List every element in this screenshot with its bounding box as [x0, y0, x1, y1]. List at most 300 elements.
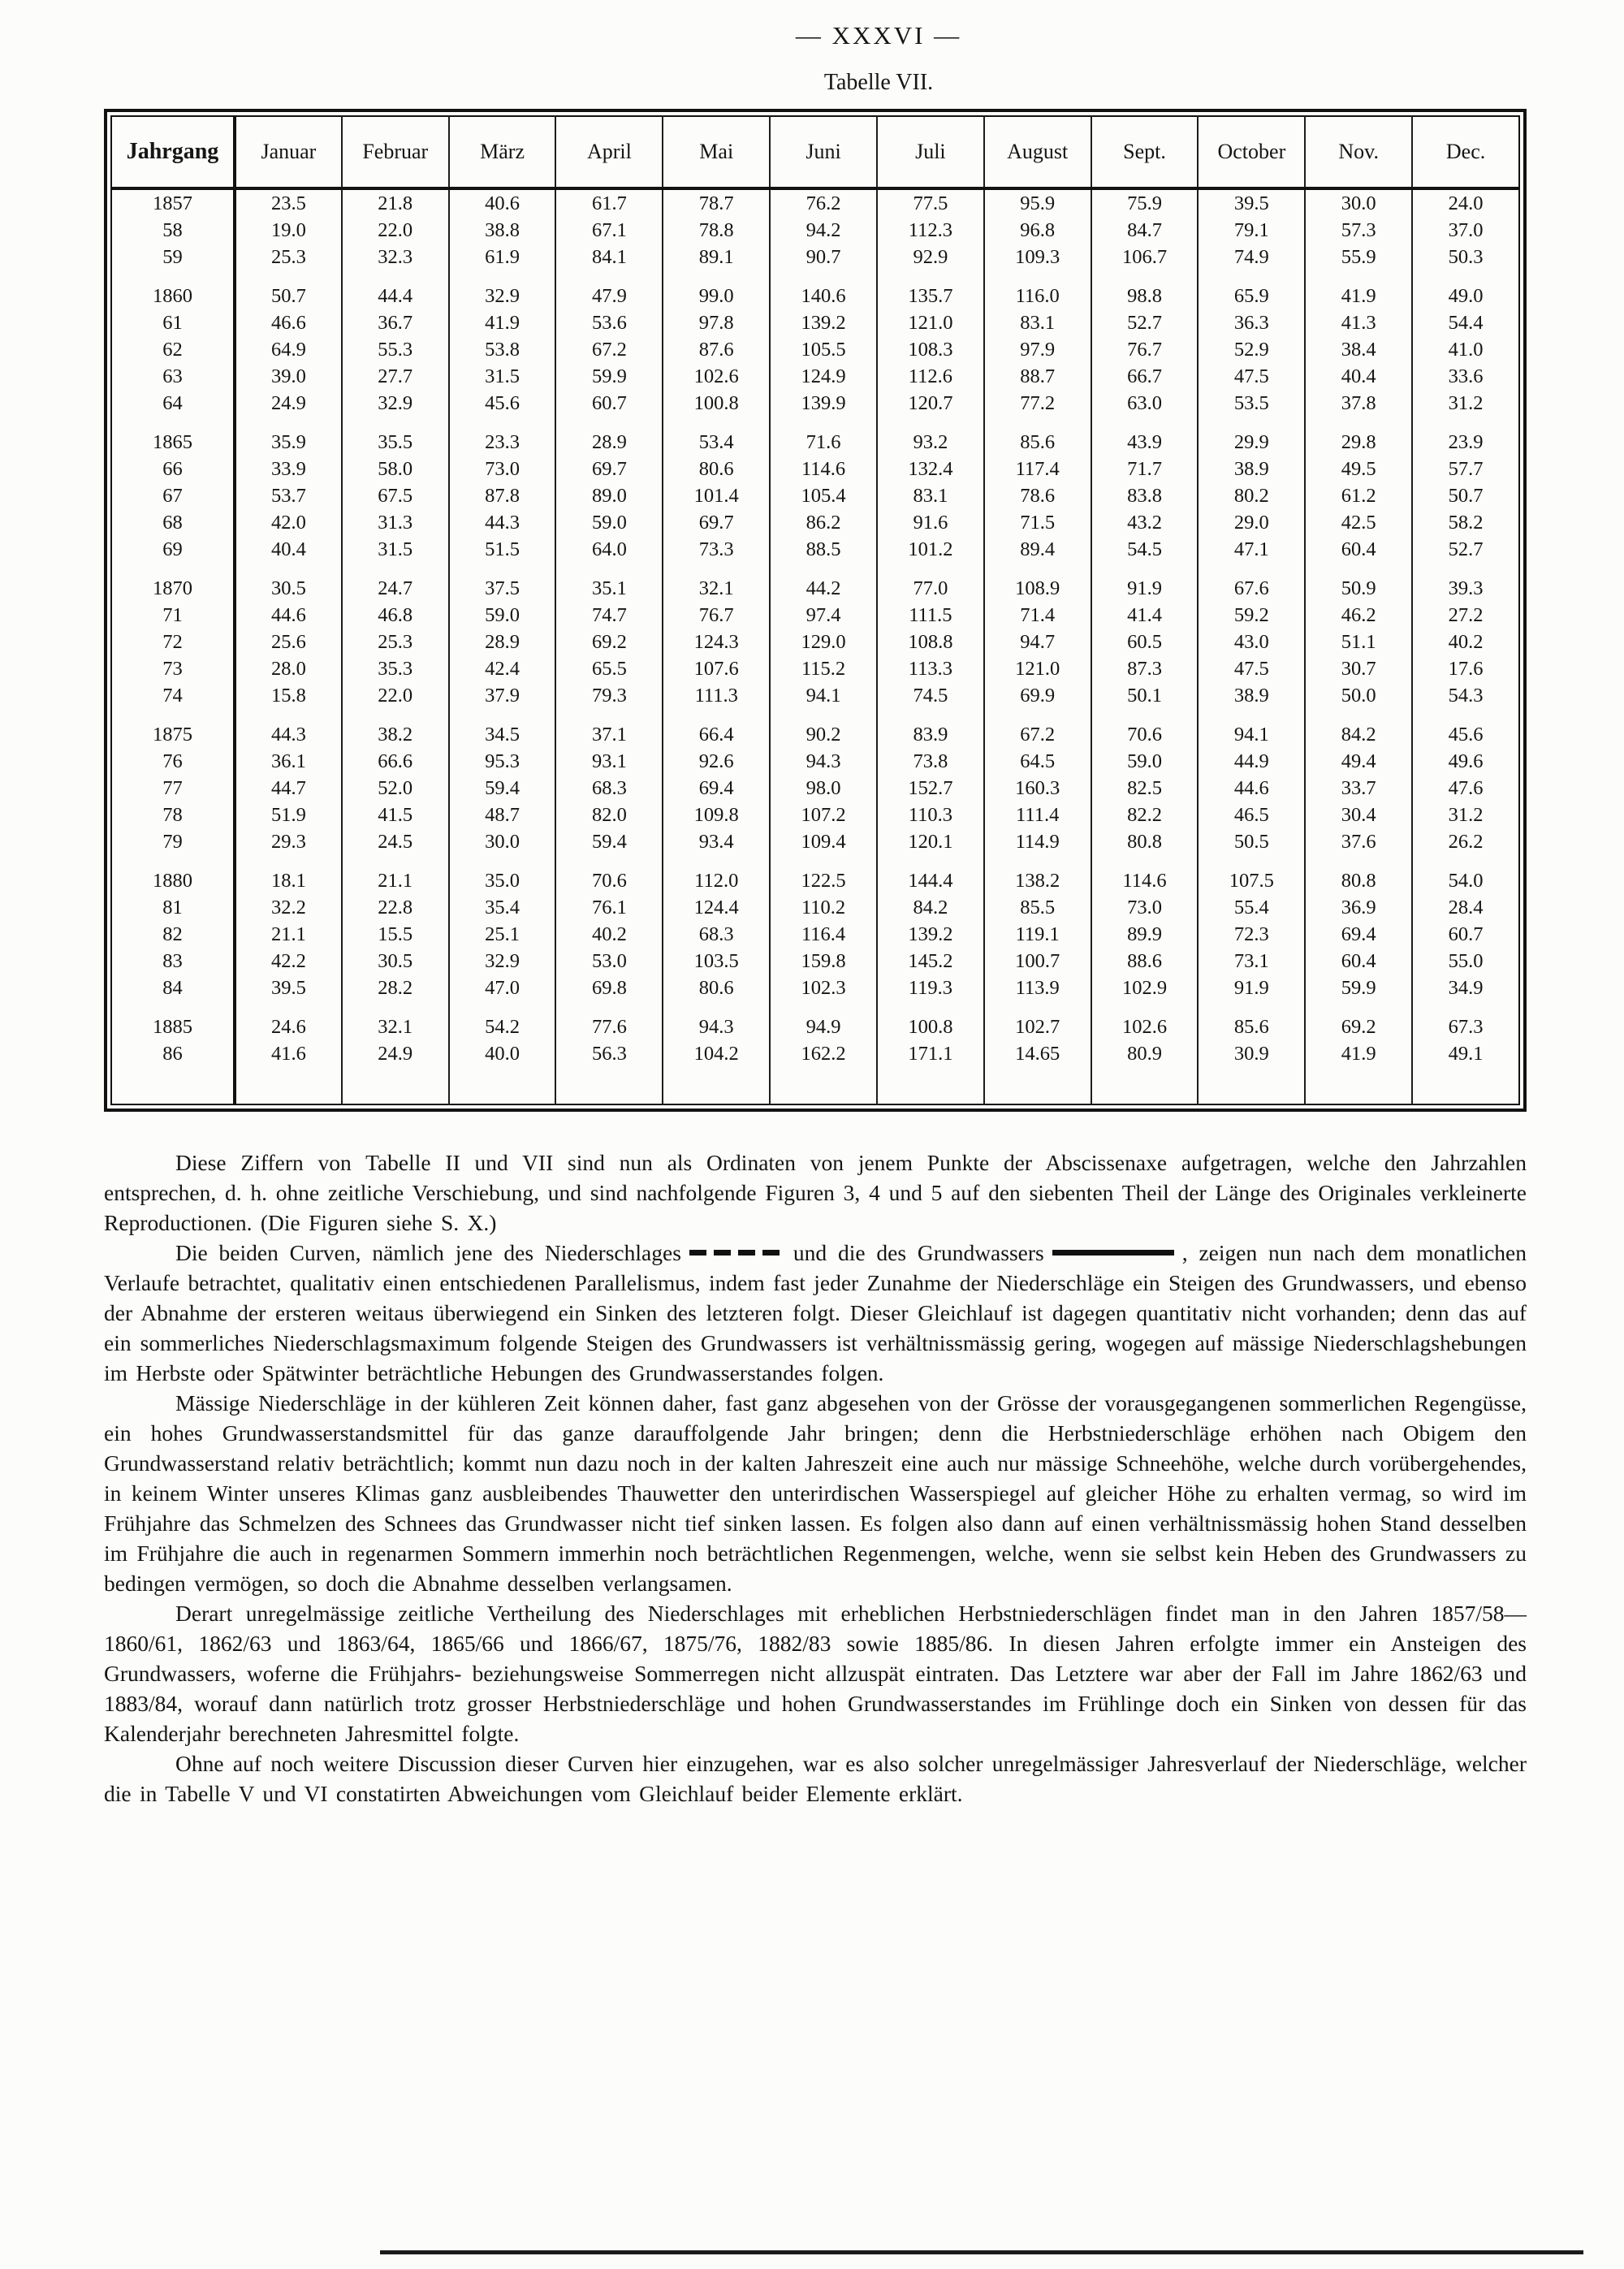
value-cell: 44.6	[235, 602, 342, 629]
value-cell: 139.2	[770, 309, 877, 336]
value-cell: 97.8	[663, 309, 770, 336]
year-cell: 78	[111, 802, 235, 828]
column-header-januar: Januar	[235, 116, 342, 188]
group-spacer-row	[111, 709, 1519, 721]
value-cell: 39.5	[1198, 188, 1305, 217]
value-cell: 89.4	[984, 536, 1091, 563]
value-cell: 52.9	[1198, 336, 1305, 363]
year-cell: 1885	[111, 1013, 235, 1040]
value-cell: 70.6	[1091, 721, 1199, 748]
value-cell: 35.3	[342, 655, 449, 682]
value-cell: 64.9	[235, 336, 342, 363]
value-cell: 86.2	[770, 509, 877, 536]
table-row	[111, 283, 1519, 309]
value-cell: 60.4	[1305, 948, 1412, 975]
paragraph-4: Derart unregelmässige zeitliche Vertheilung des Niederschlages mit erheblichen Herbstniederschlägen findet man in den Jahren 1857/58—1860/61, 1862/63 und 1863/64, 1865/66 und 1866/67, 1875/76, 1882/83 sowie 1885/86. In diesen Jahren erfolgte immer ein Ansteigen des Grundwassers, woferne die Frühjahrs- beziehungsweise Sommerregen nicht allzuspät eintraten. Das Letztere war aber der Fall im Jahre 1862/63 und 1883/84, worauf dann natürlich trotz grosser Herbstniederschläge und hohen Grundwasserstandes im Frühlinge doch ein Sinken von dessen für das Kalenderjahr berechneten Jahresmittel folgte.	[104, 1601, 1527, 1746]
value-cell: 24.5	[342, 828, 449, 855]
value-cell: 50.7	[235, 283, 342, 309]
value-cell: 92.9	[877, 244, 984, 270]
value-cell: 22.0	[342, 682, 449, 709]
value-cell: 69.2	[555, 629, 663, 655]
value-cell: 28.0	[235, 655, 342, 682]
value-cell: 140.6	[770, 283, 877, 309]
value-cell: 108.9	[984, 575, 1091, 602]
table-row	[111, 1040, 1519, 1067]
value-cell: 69.2	[1305, 1013, 1412, 1040]
value-cell: 124.3	[663, 629, 770, 655]
value-cell: 61.7	[555, 188, 663, 217]
value-cell: 85.6	[1198, 1013, 1305, 1040]
value-cell: 31.2	[1412, 390, 1519, 417]
value-cell: 104.2	[663, 1040, 770, 1067]
value-cell: 88.7	[984, 363, 1091, 390]
year-cell: 83	[111, 948, 235, 975]
value-cell: 76.2	[770, 188, 877, 217]
value-cell: 109.4	[770, 828, 877, 855]
table-row	[111, 336, 1519, 363]
value-cell: 80.8	[1091, 828, 1199, 855]
value-cell: 41.9	[1305, 283, 1412, 309]
value-cell: 145.2	[877, 948, 984, 975]
value-cell: 107.2	[770, 802, 877, 828]
value-cell: 101.2	[877, 536, 984, 563]
value-cell: 66.6	[342, 748, 449, 775]
value-cell: 84.1	[555, 244, 663, 270]
value-cell: 83.9	[877, 721, 984, 748]
value-cell: 42.5	[1305, 509, 1412, 536]
value-cell: 71.6	[770, 429, 877, 456]
value-cell: 119.3	[877, 975, 984, 1001]
value-cell: 15.8	[235, 682, 342, 709]
table-row	[111, 802, 1519, 828]
value-cell: 44.9	[1198, 748, 1305, 775]
value-cell: 69.7	[555, 456, 663, 482]
value-cell: 69.4	[1305, 921, 1412, 948]
value-cell: 30.7	[1305, 655, 1412, 682]
year-cell: 64	[111, 390, 235, 417]
value-cell: 30.9	[1198, 1040, 1305, 1067]
value-cell: 87.3	[1091, 655, 1199, 682]
value-cell: 51.9	[235, 802, 342, 828]
niederschlag-dashed-line-sample	[689, 1250, 785, 1256]
value-cell: 36.3	[1198, 309, 1305, 336]
value-cell: 94.2	[770, 217, 877, 244]
value-cell: 61.2	[1305, 482, 1412, 509]
value-cell: 112.0	[663, 867, 770, 894]
value-cell: 114.9	[984, 828, 1091, 855]
value-cell: 89.0	[555, 482, 663, 509]
value-cell: 26.2	[1412, 828, 1519, 855]
value-cell: 79.1	[1198, 217, 1305, 244]
value-cell: 60.7	[555, 390, 663, 417]
table-row	[111, 536, 1519, 563]
value-cell: 50.3	[1412, 244, 1519, 270]
value-cell: 73.1	[1198, 948, 1305, 975]
value-cell: 87.8	[449, 482, 556, 509]
value-cell: 66.7	[1091, 363, 1199, 390]
value-cell: 55.0	[1412, 948, 1519, 975]
value-cell: 42.4	[449, 655, 556, 682]
value-cell: 55.3	[342, 336, 449, 363]
value-cell: 115.2	[770, 655, 877, 682]
value-cell: 121.0	[877, 309, 984, 336]
value-cell: 59.4	[449, 775, 556, 802]
value-cell: 69.8	[555, 975, 663, 1001]
value-cell: 37.6	[1305, 828, 1412, 855]
value-cell: 80.2	[1198, 482, 1305, 509]
value-cell: 27.7	[342, 363, 449, 390]
value-cell: 112.6	[877, 363, 984, 390]
value-cell: 44.3	[235, 721, 342, 748]
value-cell: 77.2	[984, 390, 1091, 417]
value-cell: 83.1	[877, 482, 984, 509]
value-cell: 98.8	[1091, 283, 1199, 309]
value-cell: 106.7	[1091, 244, 1199, 270]
column-header-jahrgang: Jahrgang	[111, 116, 235, 188]
value-cell: 102.3	[770, 975, 877, 1001]
value-cell: 95.9	[984, 188, 1091, 217]
table-row	[111, 1013, 1519, 1040]
value-cell: 41.3	[1305, 309, 1412, 336]
value-cell: 114.6	[770, 456, 877, 482]
value-cell: 36.1	[235, 748, 342, 775]
value-cell: 42.2	[235, 948, 342, 975]
value-cell: 41.0	[1412, 336, 1519, 363]
value-cell: 36.9	[1305, 894, 1412, 921]
value-cell: 57.7	[1412, 456, 1519, 482]
value-cell: 119.1	[984, 921, 1091, 948]
data-table	[110, 115, 1520, 1105]
value-cell: 37.0	[1412, 217, 1519, 244]
value-cell: 76.1	[555, 894, 663, 921]
value-cell: 78.7	[663, 188, 770, 217]
column-header-dec: Dec.	[1412, 116, 1519, 188]
value-cell: 34.5	[449, 721, 556, 748]
value-cell: 24.7	[342, 575, 449, 602]
paragraph-2	[104, 1238, 1527, 1388]
value-cell: 67.2	[555, 336, 663, 363]
value-cell: 59.4	[555, 828, 663, 855]
value-cell: 46.6	[235, 309, 342, 336]
page-content	[104, 21, 1527, 1809]
value-cell: 135.7	[877, 283, 984, 309]
value-cell: 74.9	[1198, 244, 1305, 270]
value-cell: 132.4	[877, 456, 984, 482]
table-row	[111, 655, 1519, 682]
value-cell: 55.9	[1305, 244, 1412, 270]
value-cell: 80.9	[1091, 1040, 1199, 1067]
value-cell: 40.6	[449, 188, 556, 217]
year-cell: 73	[111, 655, 235, 682]
value-cell: 30.5	[235, 575, 342, 602]
value-cell: 50.1	[1091, 682, 1199, 709]
value-cell: 139.9	[770, 390, 877, 417]
value-cell: 49.1	[1412, 1040, 1519, 1067]
year-cell: 63	[111, 363, 235, 390]
table-row	[111, 309, 1519, 336]
value-cell: 60.5	[1091, 629, 1199, 655]
group-spacer-row	[111, 563, 1519, 575]
value-cell: 21.1	[235, 921, 342, 948]
paragraph-2-text-mid: und die des Grundwassers	[793, 1240, 1044, 1265]
value-cell: 57.3	[1305, 217, 1412, 244]
table-row	[111, 629, 1519, 655]
value-cell: 100.8	[877, 1013, 984, 1040]
value-cell: 50.7	[1412, 482, 1519, 509]
value-cell: 74.5	[877, 682, 984, 709]
value-cell: 32.1	[342, 1013, 449, 1040]
value-cell: 56.3	[555, 1040, 663, 1067]
value-cell: 59.9	[1305, 975, 1412, 1001]
value-cell: 80.6	[663, 975, 770, 1001]
value-cell: 53.4	[663, 429, 770, 456]
value-cell: 49.4	[1305, 748, 1412, 775]
value-cell: 28.9	[449, 629, 556, 655]
value-cell: 59.2	[1198, 602, 1305, 629]
year-cell: 1880	[111, 867, 235, 894]
value-cell: 23.3	[449, 429, 556, 456]
value-cell: 45.6	[1412, 721, 1519, 748]
value-cell: 35.0	[449, 867, 556, 894]
value-cell: 31.5	[449, 363, 556, 390]
value-cell: 50.0	[1305, 682, 1412, 709]
value-cell: 39.5	[235, 975, 342, 1001]
body-text	[104, 1147, 1527, 1809]
year-cell: 67	[111, 482, 235, 509]
value-cell: 40.4	[1305, 363, 1412, 390]
value-cell: 32.3	[342, 244, 449, 270]
value-cell: 37.5	[449, 575, 556, 602]
value-cell: 68.3	[663, 921, 770, 948]
value-cell: 35.4	[449, 894, 556, 921]
paragraph-2-text-after: , zeigen nun nach dem monatlichen Verlaufe betrachtet, qualitativ einen entschiedenen Parallelismus, indem fast jeder Zunahme der Niederschläge ein Steigen des Grundwassers, und ebenso der Abnahme der ersteren weitaus überwiegend ein Sinken des letzteren folgt. Dieser Gleichlauf ist dagegen quantitativ nicht vorhanden; denn das auf ein sommerliches Niederschlagsmaximum folgende Steigen des Grundwassers ist verhältnissmässig gering, wogegen auf mässige Niederschlagshebungen im Herbste oder Spätwinter beträchtliche Hebungen des Grundwasserstandes folgen.	[104, 1240, 1527, 1385]
value-cell: 43.0	[1198, 629, 1305, 655]
value-cell: 113.9	[984, 975, 1091, 1001]
value-cell: 91.9	[1091, 575, 1199, 602]
value-cell: 25.3	[342, 629, 449, 655]
table-title: Tabelle VII.	[823, 70, 934, 95]
value-cell: 24.9	[342, 1040, 449, 1067]
year-cell: 72	[111, 629, 235, 655]
value-cell: 54.0	[1412, 867, 1519, 894]
value-cell: 32.1	[663, 575, 770, 602]
group-spacer-row	[111, 270, 1519, 283]
value-cell: 65.5	[555, 655, 663, 682]
value-cell: 88.5	[770, 536, 877, 563]
table-row	[111, 894, 1519, 921]
value-cell: 60.7	[1412, 921, 1519, 948]
value-cell: 40.2	[1412, 629, 1519, 655]
value-cell: 83.1	[984, 309, 1091, 336]
year-cell: 81	[111, 894, 235, 921]
value-cell: 53.6	[555, 309, 663, 336]
value-cell: 77.0	[877, 575, 984, 602]
table-row	[111, 188, 1519, 217]
table-row	[111, 948, 1519, 975]
value-cell: 30.0	[1305, 188, 1412, 217]
value-cell: 49.6	[1412, 748, 1519, 775]
value-cell: 93.4	[663, 828, 770, 855]
scan-artifact-line	[380, 2250, 1583, 2254]
value-cell: 33.6	[1412, 363, 1519, 390]
value-cell: 53.7	[235, 482, 342, 509]
value-cell: 100.8	[663, 390, 770, 417]
value-cell: 67.6	[1198, 575, 1305, 602]
value-cell: 32.9	[449, 283, 556, 309]
value-cell: 44.6	[1198, 775, 1305, 802]
value-cell: 24.6	[235, 1013, 342, 1040]
paragraph-1: Diese Ziffern von Tabelle II und VII sind nun als Ordinaten von jenem Punkte der Abscissenaxe aufgetragen, welche den Jahrzahlen entsprechen, d. h. ohne zeitliche Verschiebung, und sind nachfolgende Figuren 3, 4 und 5 auf den siebenten Theil der Länge des Originales verkleinerte Reproductionen. (Die Figuren siehe S. X.)	[104, 1150, 1527, 1235]
value-cell: 76.7	[663, 602, 770, 629]
table-row	[111, 867, 1519, 894]
value-cell: 77.5	[877, 188, 984, 217]
value-cell: 28.4	[1412, 894, 1519, 921]
value-cell: 33.7	[1305, 775, 1412, 802]
value-cell: 103.5	[663, 948, 770, 975]
value-cell: 18.1	[235, 867, 342, 894]
value-cell: 110.2	[770, 894, 877, 921]
value-cell: 30.0	[449, 828, 556, 855]
page-number: — XXXVI —	[795, 21, 962, 50]
value-cell: 24.0	[1412, 188, 1519, 217]
value-cell: 85.5	[984, 894, 1091, 921]
value-cell: 94.3	[770, 748, 877, 775]
value-cell: 82.2	[1091, 802, 1199, 828]
column-header-juli: Juli	[877, 116, 984, 188]
table-row	[111, 244, 1519, 270]
value-cell: 116.0	[984, 283, 1091, 309]
group-spacer-row	[111, 1001, 1519, 1013]
value-cell: 91.9	[1198, 975, 1305, 1001]
value-cell: 139.2	[877, 921, 984, 948]
value-cell: 97.4	[770, 602, 877, 629]
table-row	[111, 602, 1519, 629]
table-frame	[104, 109, 1527, 1112]
value-cell: 73.8	[877, 748, 984, 775]
value-cell: 82.0	[555, 802, 663, 828]
year-cell: 77	[111, 775, 235, 802]
table-body	[111, 188, 1519, 1104]
value-cell: 32.9	[342, 390, 449, 417]
value-cell: 95.3	[449, 748, 556, 775]
year-cell: 59	[111, 244, 235, 270]
value-cell: 54.5	[1091, 536, 1199, 563]
value-cell: 73.0	[1091, 894, 1199, 921]
value-cell: 78.6	[984, 482, 1091, 509]
table-row	[111, 775, 1519, 802]
year-cell: 79	[111, 828, 235, 855]
value-cell: 88.6	[1091, 948, 1199, 975]
value-cell: 37.1	[555, 721, 663, 748]
value-cell: 50.5	[1198, 828, 1305, 855]
value-cell: 97.9	[984, 336, 1091, 363]
value-cell: 110.3	[877, 802, 984, 828]
value-cell: 59.9	[555, 363, 663, 390]
value-cell: 64.5	[984, 748, 1091, 775]
column-header-nov: Nov.	[1305, 116, 1412, 188]
value-cell: 25.6	[235, 629, 342, 655]
year-cell: 82	[111, 921, 235, 948]
value-cell: 108.3	[877, 336, 984, 363]
value-cell: 70.6	[555, 867, 663, 894]
value-cell: 41.9	[1305, 1040, 1412, 1067]
value-cell: 84.2	[877, 894, 984, 921]
paragraph-5: Ohne auf noch weitere Discussion dieser Curven hier einzugehen, war es also solcher unregelmässiger Jahresverlauf der Niederschläge, welcher die in Tabelle V und VI constatirten Abweichungen vom Gleichlauf beider Elemente erklärt.	[104, 1751, 1527, 1806]
value-cell: 30.5	[342, 948, 449, 975]
value-cell: 87.6	[663, 336, 770, 363]
value-cell: 52.7	[1412, 536, 1519, 563]
value-cell: 52.7	[1091, 309, 1199, 336]
value-cell: 80.8	[1305, 867, 1412, 894]
value-cell: 105.4	[770, 482, 877, 509]
value-cell: 80.6	[663, 456, 770, 482]
value-cell: 69.9	[984, 682, 1091, 709]
value-cell: 93.1	[555, 748, 663, 775]
value-cell: 116.4	[770, 921, 877, 948]
value-cell: 22.8	[342, 894, 449, 921]
value-cell: 68.3	[555, 775, 663, 802]
table-row	[111, 429, 1519, 456]
value-cell: 15.5	[342, 921, 449, 948]
value-cell: 111.4	[984, 802, 1091, 828]
value-cell: 37.8	[1305, 390, 1412, 417]
value-cell: 28.9	[555, 429, 663, 456]
value-cell: 38.2	[342, 721, 449, 748]
year-cell: 69	[111, 536, 235, 563]
value-cell: 77.6	[555, 1013, 663, 1040]
value-cell: 17.6	[1412, 655, 1519, 682]
value-cell: 59.0	[1091, 748, 1199, 775]
value-cell: 27.2	[1412, 602, 1519, 629]
value-cell: 98.0	[770, 775, 877, 802]
value-cell: 78.8	[663, 217, 770, 244]
value-cell: 94.3	[663, 1013, 770, 1040]
value-cell: 44.3	[449, 509, 556, 536]
group-spacer-row	[111, 855, 1519, 867]
column-header-mai: Mai	[663, 116, 770, 188]
value-cell: 54.2	[449, 1013, 556, 1040]
value-cell: 35.9	[235, 429, 342, 456]
value-cell: 40.4	[235, 536, 342, 563]
value-cell: 102.6	[663, 363, 770, 390]
year-cell: 1870	[111, 575, 235, 602]
table-row	[111, 456, 1519, 482]
value-cell: 31.2	[1412, 802, 1519, 828]
value-cell: 21.1	[342, 867, 449, 894]
table-row	[111, 721, 1519, 748]
value-cell: 93.2	[877, 429, 984, 456]
value-cell: 94.1	[770, 682, 877, 709]
value-cell: 117.4	[984, 456, 1091, 482]
value-cell: 41.9	[449, 309, 556, 336]
value-cell: 71.4	[984, 602, 1091, 629]
value-cell: 19.0	[235, 217, 342, 244]
value-cell: 35.1	[555, 575, 663, 602]
value-cell: 84.2	[1305, 721, 1412, 748]
value-cell: 75.9	[1091, 188, 1199, 217]
value-cell: 100.7	[984, 948, 1091, 975]
value-cell: 124.4	[663, 894, 770, 921]
value-cell: 69.4	[663, 775, 770, 802]
value-cell: 47.6	[1412, 775, 1519, 802]
value-cell: 74.7	[555, 602, 663, 629]
value-cell: 41.4	[1091, 602, 1199, 629]
value-cell: 113.3	[877, 655, 984, 682]
value-cell: 67.5	[342, 482, 449, 509]
value-cell: 29.0	[1198, 509, 1305, 536]
value-cell: 22.0	[342, 217, 449, 244]
value-cell: 94.9	[770, 1013, 877, 1040]
